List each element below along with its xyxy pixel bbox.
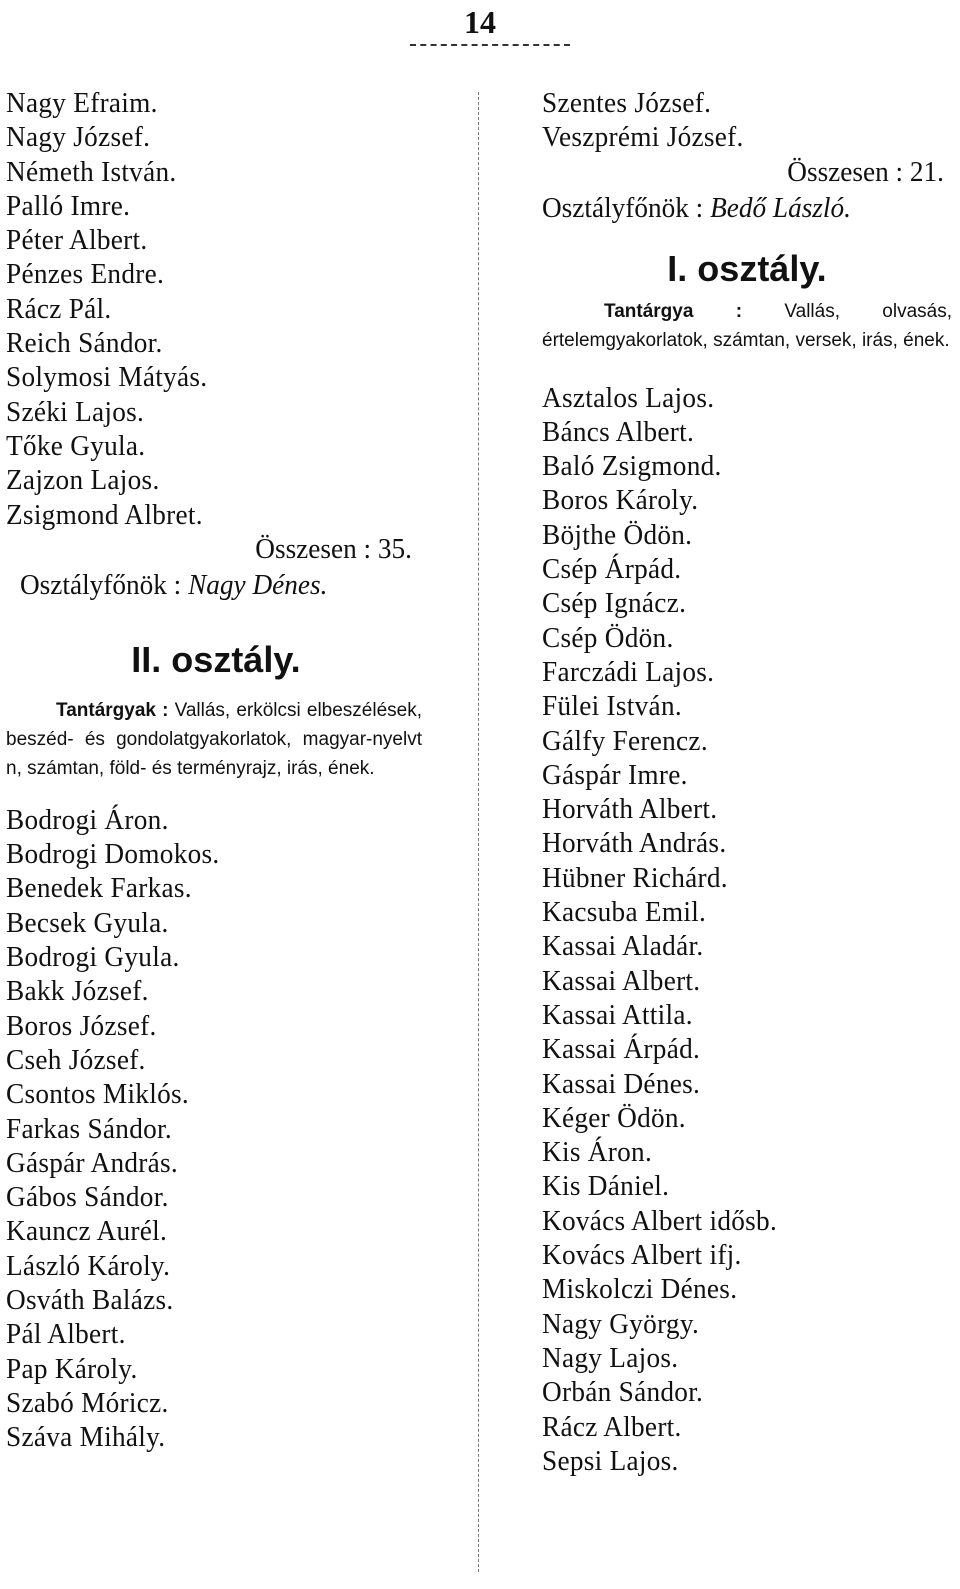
- name-list-previous-class: [542, 86, 952, 155]
- head-teacher-line: [20, 566, 402, 604]
- class-total: Összesen : 35.: [255, 532, 412, 565]
- student-name: Reich Sándor.: [6, 327, 163, 360]
- student-name: Szabó Móricz.: [6, 1386, 169, 1419]
- subjects-text: Vallás, erkölcsi elbeszélések, beszéd- és gondolatgyakorlatok, magyar-nyelvt n, számtan, föld- és terményrajz, irás, ének.: [6, 699, 422, 779]
- student-name: Solymosi Mátyás.: [6, 361, 208, 394]
- student-name: Kauncz Aurél.: [6, 1215, 168, 1248]
- student-name: Kassai Aladár.: [542, 930, 704, 963]
- student-name: Száva Mihály.: [6, 1421, 166, 1454]
- student-name: Kassai Albert.: [542, 964, 701, 997]
- student-name: Pál Albert.: [6, 1318, 126, 1351]
- head-teacher-line: [542, 189, 927, 227]
- student-name: Cseh József.: [6, 1043, 146, 1076]
- name-list-class-i: [542, 381, 952, 1479]
- subjects-paragraph: [6, 696, 422, 783]
- student-name: Farkas Sándor.: [6, 1112, 172, 1145]
- student-name: Hübner Richárd.: [542, 861, 728, 894]
- student-name: Bodrogi Domokos.: [6, 838, 220, 871]
- student-name: Kis Dániel.: [542, 1170, 670, 1203]
- class-heading-ii: II. osztály.: [131, 638, 301, 680]
- column-divider: [478, 92, 479, 1572]
- student-name: Nagy Efraim.: [6, 87, 158, 119]
- subjects-label: Tantárgya :: [604, 300, 743, 322]
- student-name: Gáspár András.: [6, 1146, 179, 1179]
- student-name: Bodrogi Áron.: [6, 803, 169, 836]
- student-name: Kacsuba Emil.: [542, 896, 707, 929]
- student-name: Pap Károly.: [6, 1352, 138, 1385]
- student-name: Csép Ödön.: [542, 621, 674, 654]
- student-name: Fülei István.: [542, 690, 682, 723]
- student-name: Pénzes Endre.: [6, 258, 165, 291]
- student-name: Csép Ignácz.: [542, 587, 687, 620]
- student-name: Báncs Albert.: [542, 415, 695, 448]
- right-column: [542, 86, 952, 1478]
- header-rule: [410, 44, 570, 46]
- student-name: Kassai Dénes.: [542, 1067, 701, 1100]
- student-name: Kovács Albert ifj.: [542, 1239, 742, 1272]
- student-name: Kassai Attila.: [542, 998, 693, 1031]
- student-name: Kéger Ödön.: [542, 1101, 686, 1134]
- student-name: Asztalos Lajos.: [542, 381, 715, 414]
- student-name: Szentes József.: [542, 87, 712, 119]
- student-name: Rácz Pál.: [6, 292, 112, 325]
- subjects-text: Vallás, olvasás, értelemgyakorlatok, számtan, versek, irás, ének.: [542, 300, 952, 351]
- student-name: Bakk József.: [6, 975, 149, 1008]
- left-column: [6, 86, 426, 1455]
- student-name: Péter Albert.: [6, 224, 148, 257]
- head-teacher-label: Osztályfőnök :: [20, 568, 182, 601]
- student-name: Zajzon Lajos.: [6, 464, 160, 497]
- student-name: Orbán Sándor.: [542, 1376, 704, 1409]
- student-name: Németh István.: [6, 155, 177, 188]
- student-name: Kassai Árpád.: [542, 1033, 701, 1066]
- student-name: Farczádi Lajos.: [542, 655, 715, 688]
- student-name: Nagy György.: [542, 1307, 700, 1340]
- class-heading-i: I. osztály.: [667, 247, 827, 289]
- student-name: Boros Károly.: [542, 484, 699, 517]
- subjects-label: Tantárgyak :: [56, 699, 169, 721]
- student-name: Tőke Gyula.: [6, 429, 146, 462]
- class-total: Összesen : 21.: [787, 155, 944, 188]
- student-name: Miskolczi Dénes.: [542, 1273, 738, 1306]
- head-teacher-name: Bedő László.: [710, 191, 851, 224]
- student-name: Széki Lajos.: [6, 395, 145, 428]
- page-number: 14: [464, 4, 496, 40]
- student-name: Osváth Balázs.: [6, 1284, 174, 1317]
- student-name: Horváth Albert.: [542, 793, 718, 826]
- subjects-paragraph: [542, 297, 952, 355]
- student-name: Veszprémi József.: [542, 121, 744, 154]
- student-name: Böjthe Ödön.: [542, 518, 693, 551]
- student-name: Rácz Albert.: [542, 1410, 682, 1443]
- student-name: Horváth András.: [542, 827, 727, 860]
- student-name: Csontos Miklós.: [6, 1078, 189, 1111]
- student-name: László Károly.: [6, 1249, 171, 1282]
- student-name: Gábos Sándor.: [6, 1181, 169, 1214]
- student-name: Benedek Farkas.: [6, 872, 192, 905]
- student-name: Kis Áron.: [542, 1136, 653, 1169]
- student-name: Bodrogi Gyula.: [6, 941, 180, 974]
- name-list-class-ii: [6, 803, 426, 1455]
- student-name: Boros József.: [6, 1009, 157, 1042]
- head-teacher-label: Osztályfőnök :: [542, 191, 704, 224]
- student-name: Gálfy Ferencz.: [542, 724, 708, 757]
- head-teacher-name: Nagy Dénes.: [188, 568, 328, 601]
- name-list-previous-class: [6, 86, 426, 532]
- student-name: Nagy Lajos.: [542, 1341, 679, 1374]
- student-name: Csép Árpád.: [542, 553, 682, 586]
- student-name: Zsigmond Albret.: [6, 498, 203, 531]
- student-name: Nagy József.: [6, 121, 151, 154]
- student-name: Becsek Gyula.: [6, 906, 169, 939]
- student-name: Palló Imre.: [6, 189, 131, 222]
- student-name: Sepsi Lajos.: [542, 1444, 679, 1477]
- student-name: Baló Zsigmond.: [542, 450, 722, 483]
- student-name: Kovács Albert idősb.: [542, 1204, 778, 1237]
- student-name: Gáspár Imre.: [542, 758, 688, 791]
